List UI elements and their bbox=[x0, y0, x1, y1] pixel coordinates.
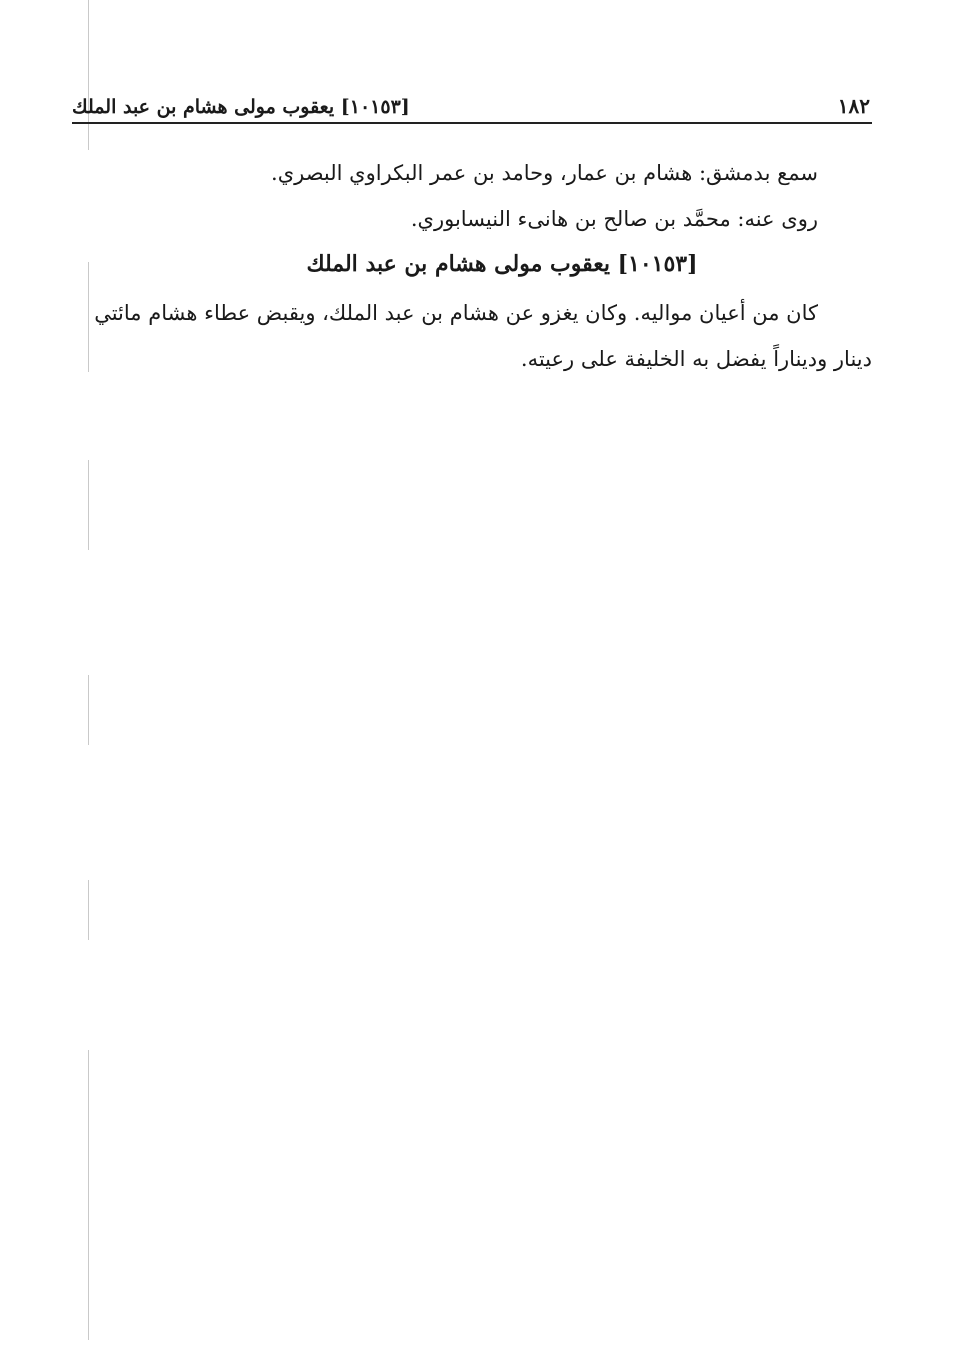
entry-text-line: كان من أعيان مواليه. وكان يغزو عن هشام بن عبد الملك، ويقبض عطاء هشام مائتي bbox=[94, 301, 818, 325]
heard-from-paragraph: سمع بدمشق: هشام بن عمار، وحامد بن عمر البكراوي البصري. bbox=[271, 161, 818, 185]
gutter-line bbox=[88, 1050, 89, 1340]
gutter-line bbox=[88, 675, 89, 745]
gutter-line bbox=[88, 0, 89, 150]
page-number: ١٨٢ bbox=[837, 94, 870, 118]
entry-paragraph bbox=[72, 290, 872, 382]
entry-heading: [١٠١٥٣] يعقوب مولى هشام بن عبد الملك bbox=[306, 251, 698, 277]
gutter-line bbox=[88, 460, 89, 550]
entry-text-line: دينار وديناراً يفضل به الخليفة على رعيته. bbox=[520, 347, 872, 371]
page-body bbox=[72, 150, 872, 382]
narrated-by-paragraph: روى عنه: محمَّد بن صالح بن هانىء النيسابوري. bbox=[410, 207, 818, 231]
running-head bbox=[72, 84, 872, 124]
running-title: [١٠١٥٣] يعقوب مولى هشام بن عبد الملك bbox=[72, 96, 410, 118]
gutter-line bbox=[88, 880, 89, 940]
